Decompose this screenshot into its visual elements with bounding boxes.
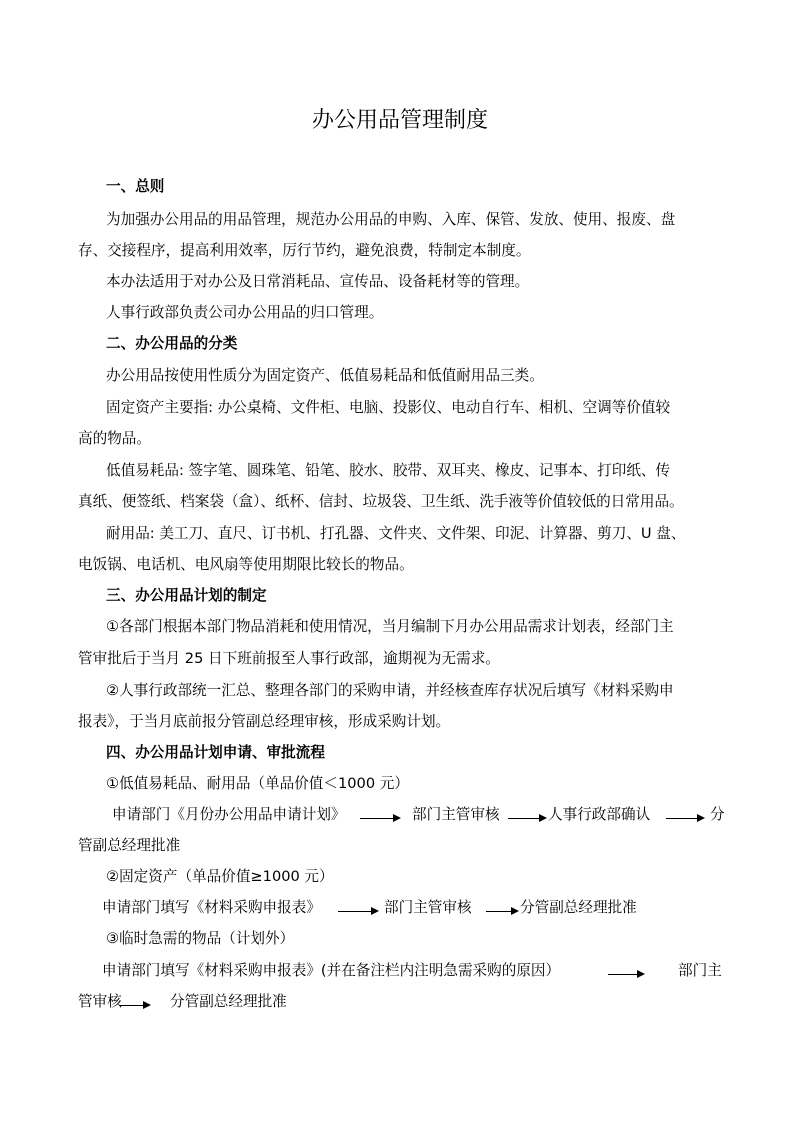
flow-item-label: ②固定资产（单品价值≥1000 元） bbox=[106, 868, 334, 885]
flow-arrow bbox=[360, 818, 398, 819]
flow-step: 人事行政部确认 bbox=[548, 806, 651, 823]
paragraph-line: 电饭锅、电话机、电风扇等使用期限比较长的物品。 bbox=[78, 556, 414, 573]
flow-step: 申请部门填写《材料采购申报表》 bbox=[102, 899, 321, 916]
flow-step: 申请部门填写《材料采购申报表》(并在备注栏内注明急需采购的原因） bbox=[102, 962, 561, 979]
paragraph-line: 固定资产主要指: 办公桌椅、文件柜、电脑、投影仪、电动自行车、相机、空调等价值较 bbox=[106, 399, 671, 416]
flow-step: 管副总经理批准 bbox=[78, 837, 181, 854]
flow-arrow bbox=[120, 1005, 148, 1006]
section-3-heading: 三、办公用品计划的制定 bbox=[106, 587, 267, 604]
paragraph-line: 低值易耗品: 签字笔、圆珠笔、铅笔、胶水、胶带、双耳夹、橡皮、记事本、打印纸、传 bbox=[106, 462, 671, 479]
paragraph-line: 存、交接程序，提高利用效率，厉行节约，避免浪费，特制定本制度。 bbox=[78, 242, 531, 259]
section-1-heading: 一、总则 bbox=[106, 178, 165, 195]
paragraph-line: 耐用品: 美工刀、直尺、订书机、打孔器、文件夹、文件架、印泥、计算器、剪刀、U 盘、 bbox=[106, 525, 686, 542]
flow-arrow bbox=[666, 818, 702, 819]
paragraph-line: ②人事行政部统一汇总、整理各部门的采购申请，并经核查库存状况后填写《材料采购申 bbox=[106, 682, 674, 699]
paragraph-line: ①各部门根据本部门物品消耗和使用情况，当月编制下月办公用品需求计划表，经部门主 bbox=[106, 618, 674, 635]
flow-arrow bbox=[338, 911, 376, 912]
paragraph-line: 办公用品按使用性质分为固定资产、低值易耗品和低值耐用品三类。 bbox=[106, 367, 544, 384]
paragraph-line: 为加强办公用品的用品管理，规范办公用品的申购、入库、保管、发放、使用、报废、盘 bbox=[106, 211, 676, 228]
flow-arrow bbox=[608, 974, 642, 975]
paragraph-line: 管审批后于当月 25 日下班前报至人事行政部，逾期视为无需求。 bbox=[78, 650, 500, 667]
flow-step: 部门主管审核 bbox=[412, 806, 500, 823]
flow-step: 部门主管审核 bbox=[384, 899, 472, 916]
paragraph-line: 人事行政部负责公司办公用品的归口管理。 bbox=[106, 304, 384, 321]
flow-step: 部门主 bbox=[678, 962, 722, 979]
flow-step: 分 bbox=[710, 806, 725, 823]
flow-item-label: ③临时急需的物品（计划外） bbox=[106, 930, 295, 947]
section-4-heading: 四、办公用品计划申请、审批流程 bbox=[106, 744, 325, 761]
flow-step: 分管副总经理批准 bbox=[170, 993, 287, 1010]
section-2-heading: 二、办公用品的分类 bbox=[106, 335, 238, 352]
paragraph-line: 高的物品。 bbox=[78, 430, 151, 447]
flow-step: 分管副总经理批准 bbox=[520, 899, 637, 916]
flow-step: 管审核 bbox=[78, 993, 122, 1010]
paragraph-line: 真纸、便签纸、档案袋（盒）、纸杯、信封、垃圾袋、卫生纸、洗手液等价值较低的日常用品。 bbox=[78, 493, 684, 510]
flow-arrow bbox=[508, 818, 544, 819]
flow-arrow bbox=[486, 911, 516, 912]
flow-step: 申请部门《月份办公用品申请计划》 bbox=[112, 806, 346, 823]
paragraph-line: 本办法适用于对办公及日常消耗品、宣传品、设备耗材等的管理。 bbox=[106, 273, 530, 290]
document-title: 办公用品管理制度 bbox=[311, 108, 488, 133]
paragraph-line: 报表》，于当月底前报分管副总经理审核，形成采购计划。 bbox=[78, 713, 451, 730]
flow-item-label: ①低值易耗品、耐用品（单品价值＜1000 元） bbox=[106, 775, 409, 792]
